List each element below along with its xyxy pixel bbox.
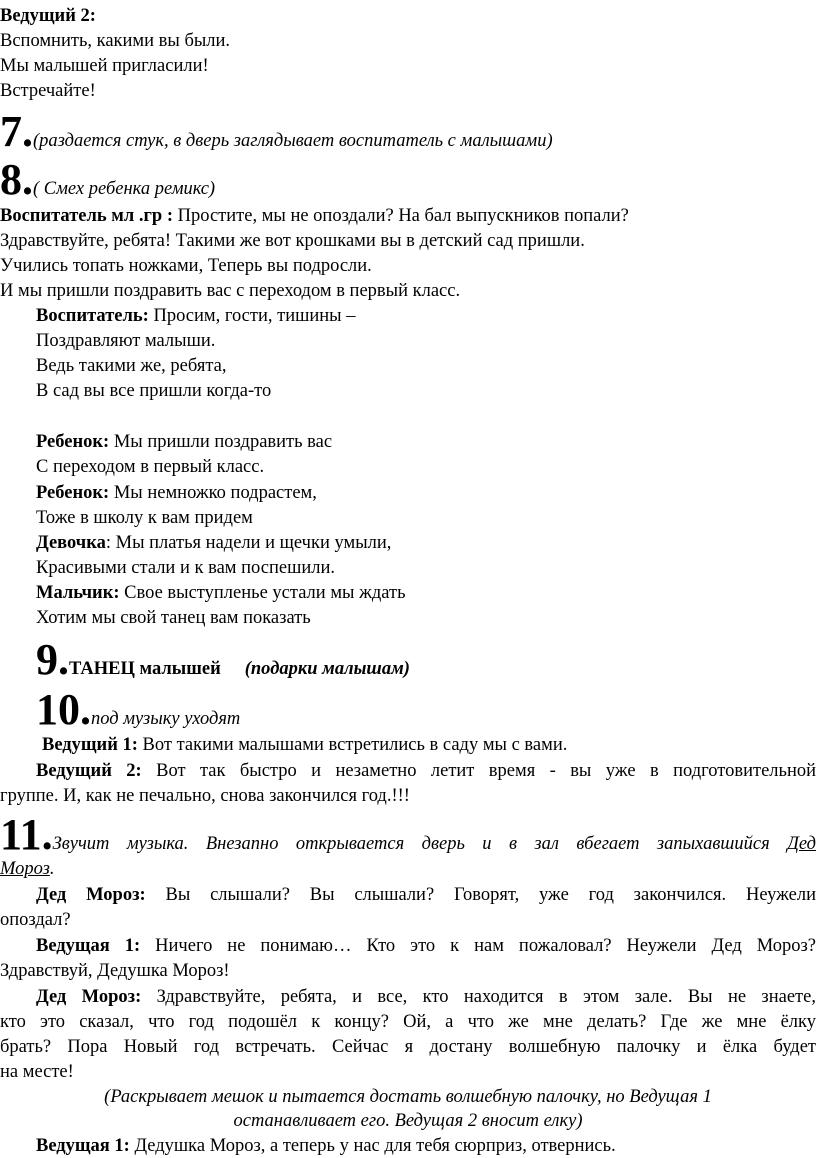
speaker-line — [0, 759, 816, 783]
text-line: Красивыми стали и к вам поспешили. — [36, 558, 335, 578]
speaker-line — [0, 883, 816, 907]
text-line: Учились топать ножками, Теперь вы подросли. — [0, 256, 372, 276]
speaker-line — [0, 934, 816, 958]
speaker-line — [36, 581, 406, 605]
speaker-label: Воспитатель мл .гр : — [0, 206, 173, 226]
speaker-label: Ведущий 2: — [36, 761, 142, 781]
text-line: кто это сказал, что год подошёл к концу? Ой, а что же мне делать? Где же мне ёлку — [0, 1012, 816, 1032]
item-note: (подарки малышам) — [244, 659, 410, 679]
speech-text: Вот такими малышами встретились в саду мы с вами. — [137, 735, 568, 755]
text-line: Хотим мы свой танец вам показать — [36, 608, 311, 628]
speaker-line — [36, 304, 355, 328]
text-line — [0, 857, 55, 881]
text-line: опоздал? — [0, 910, 71, 930]
text-line: Мы малышей пригласили! — [0, 56, 209, 76]
speaker-label: Воспитатель: — [36, 306, 149, 326]
text-line: Ведь такими же, ребята, — [36, 356, 227, 376]
text-line: Вспомнить, какими вы были. — [0, 31, 231, 51]
speech-text: Простите, мы не опоздали? На бал выпускников попали? — [173, 206, 629, 226]
speech-text: : Мы платья надели и щечки умыли, — [105, 533, 392, 553]
speaker-label: Ведущий 1: — [42, 735, 138, 755]
speaker-line — [42, 733, 567, 757]
stage-direction: под музыку уходят — [91, 709, 241, 729]
item-number: 8. — [0, 155, 33, 204]
character-name: Дед — [787, 834, 816, 854]
speaker-label: Мальчик: — [36, 583, 120, 603]
speech-text: Свое выступленье устали мы ждать — [119, 583, 406, 603]
speaker-line — [36, 1134, 616, 1158]
text-line: Тоже в школу к вам придем — [36, 508, 253, 528]
text-line: брать? Пора Новый год встречать. Сейчас я достану волшебную палочку и ёлка будет — [0, 1037, 816, 1057]
text-line: В сад вы все пришли когда-то — [36, 381, 272, 401]
punctuation: . — [49, 859, 55, 879]
item-9 — [36, 635, 410, 689]
speaker-line — [36, 430, 332, 454]
text-line: С переходом в первый класс. — [36, 457, 265, 477]
speech-text: Ничего не понимаю… Кто это к нам пожаловал? Неужели Дед Мороз? — [140, 936, 816, 956]
text-line: Здравствуй, Дедушка Мороз! — [0, 961, 230, 981]
text-line: Поздравляют малыши. — [36, 331, 216, 351]
stage-direction: (раздается стук, в дверь заглядывает воспитатель с малышами) — [33, 131, 553, 151]
speech-text: Мы немножко подрастем, — [109, 483, 317, 503]
item-number: 10. — [36, 685, 91, 734]
text-line: группе. И, как не печально, снова закончился год.!!! — [0, 786, 410, 806]
speech-text: Вы слышали? Вы слышали? Говорят, уже год закончился. Неужели — [145, 885, 816, 905]
speaker-label: Девочка — [36, 533, 106, 553]
item-title: ТАНЕЦ малышей — [69, 659, 221, 679]
speaker-line — [36, 531, 391, 555]
speech-text: Дедушка Мороз, а теперь у нас для тебя сюрприз, отвернись. — [129, 1136, 616, 1156]
stage-direction: (Раскрывает мешок и пытается достать волшебную палочку, но Ведущая 1 — [104, 1087, 712, 1107]
item-number: 7. — [0, 107, 33, 156]
text-line: на месте! — [0, 1062, 74, 1082]
speaker-label: Дед Мороз: — [36, 885, 146, 905]
speaker-label: Ребенок: — [36, 483, 110, 503]
speaker-label: Дед Мороз: — [36, 987, 142, 1007]
speech-text: Здравствуйте, ребята, и все, кто находится в этом зале. Вы не знаете, — [141, 987, 816, 1007]
stage-direction: Звучит музыка. Внезапно открывается дверь и в зал вбегает запыхавшийся — [52, 834, 788, 854]
speaker-label: Ведущая 1: — [36, 936, 141, 956]
stage-direction: останавливает его. Ведущая 2 вносит елку) — [233, 1111, 583, 1131]
item-number: 11. — [0, 810, 53, 859]
speaker-line — [36, 481, 317, 505]
text-line: Встречайте! — [0, 81, 96, 101]
speaker-label: Ребенок: — [36, 432, 110, 452]
speaker-label: Ведущая 1: — [36, 1136, 130, 1156]
stage-direction: ( Смех ребенка ремикс) — [33, 179, 216, 199]
speaker-label: Ведущий 2: — [0, 6, 96, 26]
speaker-line — [0, 204, 629, 228]
speech-text: Мы пришли поздравить вас — [109, 432, 333, 452]
speech-text: Вот так быстро и незаметно летит время - вы уже в подготовительной — [141, 761, 816, 781]
text-line: Здравствуйте, ребята! Такими же вот крошками вы в детский сад пришли. — [0, 231, 585, 251]
speech-text: Просим, гости, тишины – — [148, 306, 356, 326]
speaker-line — [0, 4, 96, 28]
item-11 — [0, 810, 816, 864]
item-10 — [36, 685, 241, 739]
text-line: И мы пришли поздравить вас с переходом в первый класс. — [0, 281, 461, 301]
character-name: Мороз — [0, 859, 50, 879]
item-7 — [0, 107, 553, 161]
item-number: 9. — [36, 635, 69, 684]
item-8 — [0, 155, 216, 209]
speaker-line — [0, 985, 816, 1009]
